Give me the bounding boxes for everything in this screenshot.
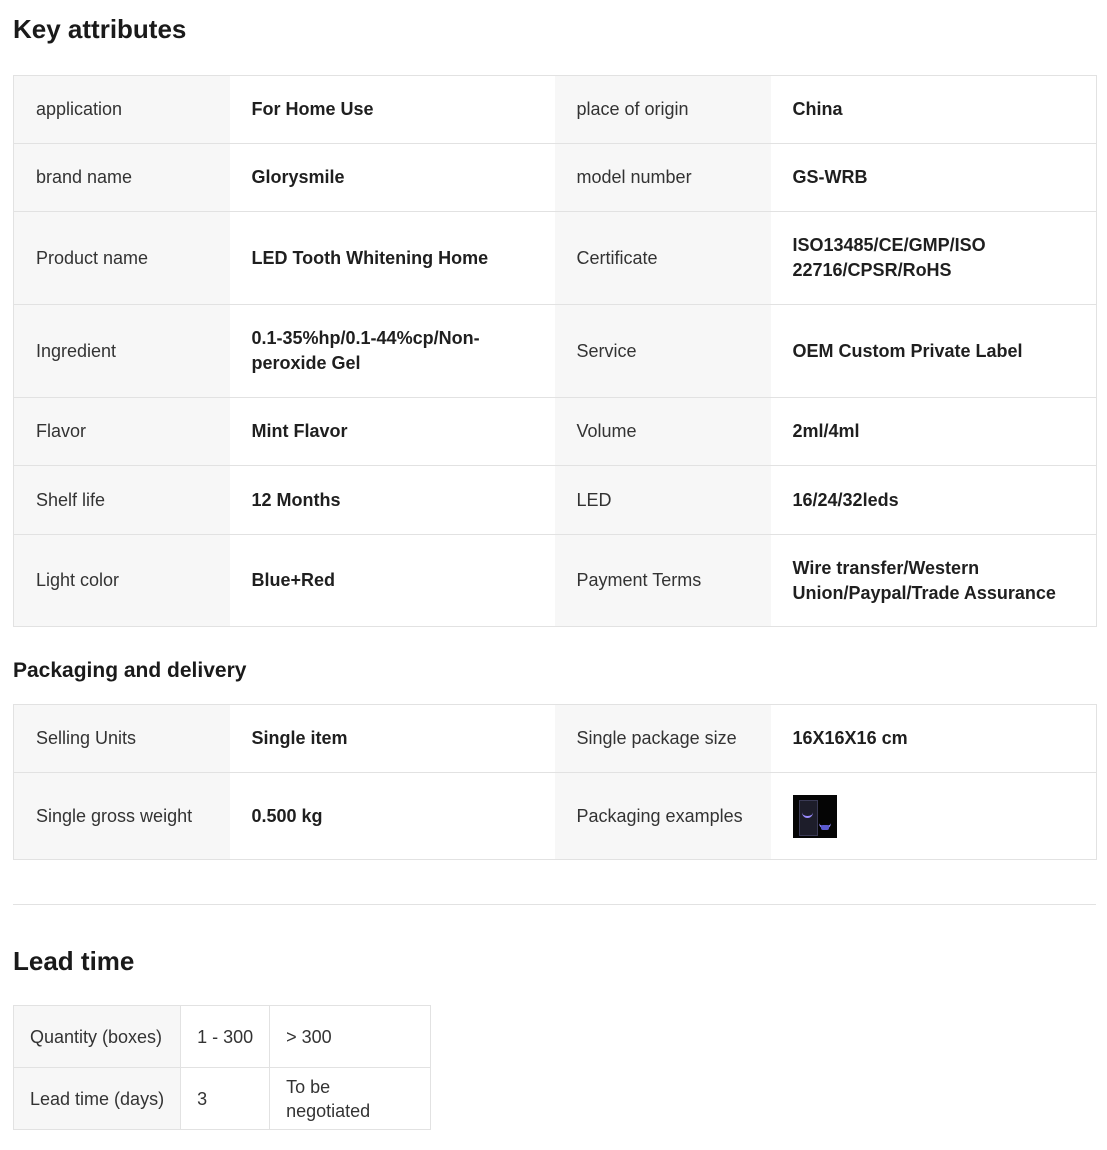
lead-time-cell: > 300 <box>270 1006 431 1068</box>
lead-time-header: Lead time (days) <box>14 1068 181 1130</box>
attribute-value: Wire transfer/Western Union/Paypal/Trade Assurance <box>771 535 1097 627</box>
attribute-value: 0.1-35%hp/0.1-44%cp/Non-peroxide Gel <box>230 305 555 398</box>
attribute-key: Single gross weight <box>14 773 230 860</box>
packaging-delivery-title: Packaging and delivery <box>13 659 247 682</box>
attribute-value: ISO13485/CE/GMP/ISO 22716/CPSR/RoHS <box>771 212 1097 305</box>
package-thumbnail-icon[interactable] <box>793 795 837 838</box>
attribute-value: LED Tooth Whitening Home <box>230 212 555 305</box>
table-row <box>14 705 1097 773</box>
attribute-key: application <box>14 76 230 144</box>
table-row <box>14 212 1097 305</box>
key-attributes-table <box>13 75 1097 627</box>
attribute-key: model number <box>555 144 771 212</box>
attribute-key: Ingredient <box>14 305 230 398</box>
attribute-key: Payment Terms <box>555 535 771 627</box>
table-row <box>14 1006 431 1068</box>
table-row <box>14 1068 431 1130</box>
lead-time-title: Lead time <box>13 946 135 976</box>
packaging-example-cell <box>771 773 1097 860</box>
lead-time-cell: 3 <box>181 1068 270 1130</box>
lead-time-cell: 1 - 300 <box>181 1006 270 1068</box>
lead-time-header: Quantity (boxes) <box>14 1006 181 1068</box>
attribute-key: Certificate <box>555 212 771 305</box>
attribute-key: Light color <box>14 535 230 627</box>
attribute-key: Service <box>555 305 771 398</box>
attribute-value: For Home Use <box>230 76 555 144</box>
table-row <box>14 305 1097 398</box>
attribute-value: Blue+Red <box>230 535 555 627</box>
attribute-key: Volume <box>555 398 771 466</box>
attribute-value: 0.500 kg <box>230 773 555 860</box>
attribute-value: 16X16X16 cm <box>771 705 1097 773</box>
attribute-value: 2ml/4ml <box>771 398 1097 466</box>
table-row <box>14 535 1097 627</box>
table-row <box>14 398 1097 466</box>
attribute-key: Packaging examples <box>555 773 771 860</box>
attribute-key: LED <box>555 466 771 535</box>
attribute-key: Product name <box>14 212 230 305</box>
table-row <box>14 144 1097 212</box>
table-row <box>14 773 1097 860</box>
table-row <box>14 76 1097 144</box>
packaging-table <box>13 704 1097 860</box>
attribute-value: GS-WRB <box>771 144 1097 212</box>
attribute-value: 16/24/32leds <box>771 466 1097 535</box>
attribute-key: Flavor <box>14 398 230 466</box>
attribute-key: Single package size <box>555 705 771 773</box>
attribute-key: place of origin <box>555 76 771 144</box>
attribute-key: Selling Units <box>14 705 230 773</box>
lead-time-table <box>13 1005 431 1130</box>
key-attributes-title: Key attributes <box>13 14 187 44</box>
attribute-key: brand name <box>14 144 230 212</box>
attribute-value: OEM Custom Private Label <box>771 305 1097 398</box>
attribute-key: Shelf life <box>14 466 230 535</box>
attribute-value: Single item <box>230 705 555 773</box>
table-row <box>14 466 1097 535</box>
lead-time-cell: To be negotiated <box>270 1068 431 1130</box>
attribute-value: China <box>771 76 1097 144</box>
attribute-value: Glorysmile <box>230 144 555 212</box>
attribute-value: 12 Months <box>230 466 555 535</box>
attribute-value: Mint Flavor <box>230 398 555 466</box>
section-divider <box>13 904 1096 905</box>
